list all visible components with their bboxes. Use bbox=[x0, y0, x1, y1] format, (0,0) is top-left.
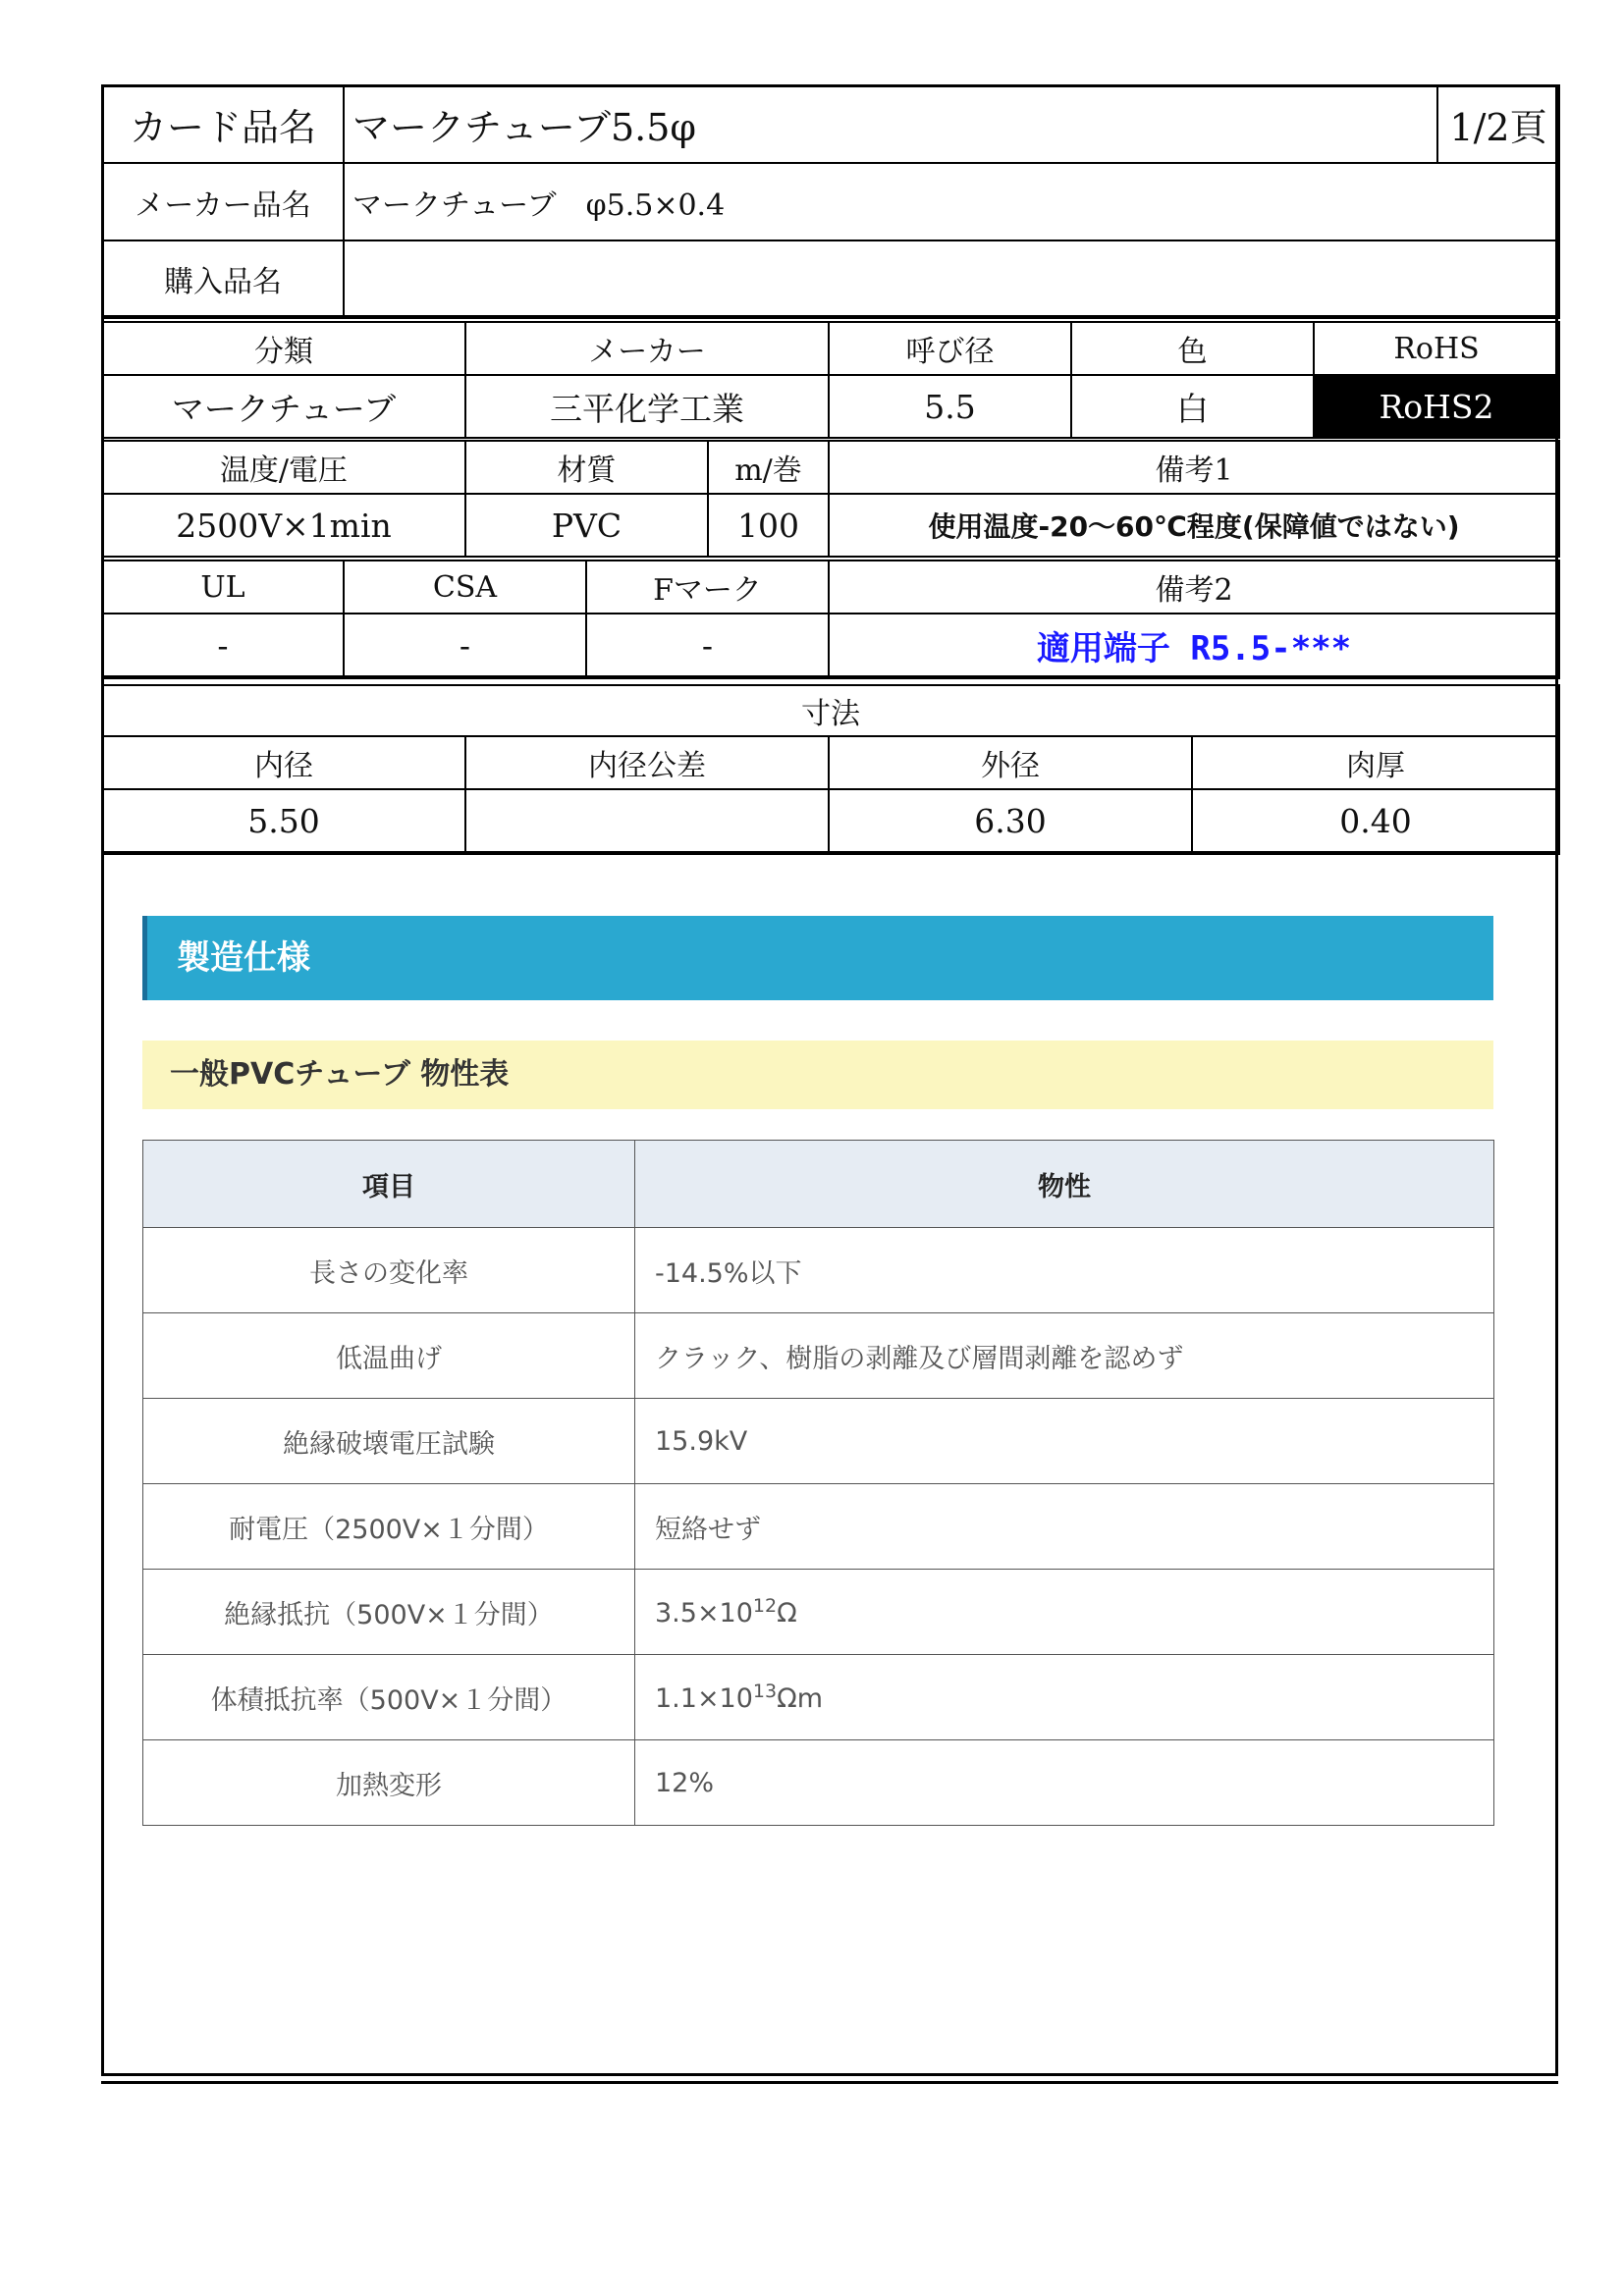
csa-header: CSA bbox=[344, 561, 586, 614]
wall-thickness-header: 肉厚 bbox=[1192, 736, 1559, 789]
nominal-size-value: 5.5 bbox=[829, 375, 1071, 438]
card-name-label: カード品名 bbox=[102, 85, 344, 163]
table-row bbox=[143, 1313, 1494, 1399]
fmark-value: - bbox=[586, 614, 829, 677]
value-cell: 12% bbox=[635, 1740, 1494, 1826]
purchase-name-value bbox=[344, 240, 1559, 317]
value-mantissa: 3.5×10 bbox=[655, 1598, 753, 1629]
ul-header: UL bbox=[102, 561, 344, 614]
dimensions-table bbox=[101, 684, 1560, 855]
value-cell: -14.5%以下 bbox=[635, 1228, 1494, 1313]
inner-diameter-header: 内径 bbox=[102, 736, 465, 789]
outer-diameter-value: 6.30 bbox=[829, 789, 1192, 853]
item-cell: 耐電圧（2500V×１分間） bbox=[143, 1484, 635, 1570]
item-column-header: 項目 bbox=[143, 1141, 635, 1228]
table-row bbox=[143, 1740, 1494, 1826]
inner-tolerance-value bbox=[465, 789, 829, 853]
maker-name-label: メーカー品名 bbox=[102, 163, 344, 240]
remark2-value: 適用端子 R5.5-*** bbox=[829, 614, 1559, 677]
spec-table-1 bbox=[101, 321, 1560, 439]
color-header: 色 bbox=[1071, 322, 1314, 375]
table-row bbox=[143, 1228, 1494, 1313]
spec-table-3 bbox=[101, 560, 1560, 679]
card-bottom-rule bbox=[101, 2081, 1558, 2084]
csa-value: - bbox=[344, 614, 586, 677]
outer-diameter-header: 外径 bbox=[829, 736, 1192, 789]
dimensions-title: 寸法 bbox=[102, 685, 1559, 736]
remark1-value: 使用温度-20～60℃程度(保障値ではない) bbox=[829, 494, 1559, 557]
maker-name-value: マークチューブ φ5.5×0.4 bbox=[344, 163, 1559, 240]
property-table bbox=[142, 1140, 1494, 1826]
temp-voltage-header: 温度/電圧 bbox=[102, 441, 465, 494]
table-row bbox=[143, 1484, 1494, 1570]
rohs-header: RoHS bbox=[1314, 322, 1559, 375]
table-row bbox=[143, 1655, 1494, 1740]
maker-value: 三平化学工業 bbox=[465, 375, 829, 438]
table-row bbox=[143, 1399, 1494, 1484]
value-cell: 短絡せず bbox=[635, 1484, 1494, 1570]
temp-voltage-value: 2500V×1min bbox=[102, 494, 465, 557]
remark2-header: 備考2 bbox=[829, 561, 1559, 614]
property-table-title: 一般PVCチューブ 物性表 bbox=[142, 1041, 1493, 1109]
material-value: PVC bbox=[465, 494, 708, 557]
card-name-value: マークチューブ5.5φ bbox=[344, 85, 1437, 163]
property-column-header: 物性 bbox=[635, 1141, 1494, 1228]
value-exponent: 12 bbox=[752, 1595, 778, 1617]
value-cell: クラック、樹脂の剥離及び層間剥離を認めず bbox=[635, 1313, 1494, 1399]
maker-header: メーカー bbox=[465, 322, 829, 375]
remark1-header: 備考1 bbox=[829, 441, 1559, 494]
value-cell bbox=[635, 1570, 1494, 1655]
length-per-roll-value: 100 bbox=[708, 494, 829, 557]
category-value: マークチューブ bbox=[102, 375, 465, 438]
value-mantissa: 1.1×10 bbox=[655, 1683, 753, 1714]
length-per-roll-header: m/巻 bbox=[708, 441, 829, 494]
value-cell: 15.9kV bbox=[635, 1399, 1494, 1484]
item-cell: 絶縁破壊電圧試験 bbox=[143, 1399, 635, 1484]
spec-table-2 bbox=[101, 440, 1560, 558]
color-value: 白 bbox=[1071, 375, 1314, 438]
fmark-header: Fマーク bbox=[586, 561, 829, 614]
manufacture-spec-banner: 製造仕様 bbox=[142, 916, 1493, 1000]
item-cell: 絶縁抵抗（500V×１分間） bbox=[143, 1570, 635, 1655]
purchase-name-label: 購入品名 bbox=[102, 240, 344, 317]
item-cell: 低温曲げ bbox=[143, 1313, 635, 1399]
category-header: 分類 bbox=[102, 322, 465, 375]
value-unit: Ω bbox=[777, 1598, 797, 1629]
table-row bbox=[143, 1570, 1494, 1655]
material-header: 材質 bbox=[465, 441, 708, 494]
value-exponent: 13 bbox=[752, 1681, 778, 1702]
item-cell: 長さの変化率 bbox=[143, 1228, 635, 1313]
wall-thickness-value: 0.40 bbox=[1192, 789, 1559, 853]
value-unit: Ωm bbox=[777, 1683, 824, 1714]
item-cell: 体積抵抗率（500V×１分間） bbox=[143, 1655, 635, 1740]
nominal-size-header: 呼び径 bbox=[829, 322, 1071, 375]
rohs-badge: RoHS2 bbox=[1314, 375, 1559, 438]
value-cell bbox=[635, 1655, 1494, 1740]
ul-value: - bbox=[102, 614, 344, 677]
item-cell: 加熱変形 bbox=[143, 1740, 635, 1826]
header-table bbox=[101, 84, 1560, 319]
inner-diameter-value: 5.50 bbox=[102, 789, 465, 853]
page-indicator: 1/2頁 bbox=[1437, 85, 1559, 163]
inner-tolerance-header: 内径公差 bbox=[465, 736, 829, 789]
